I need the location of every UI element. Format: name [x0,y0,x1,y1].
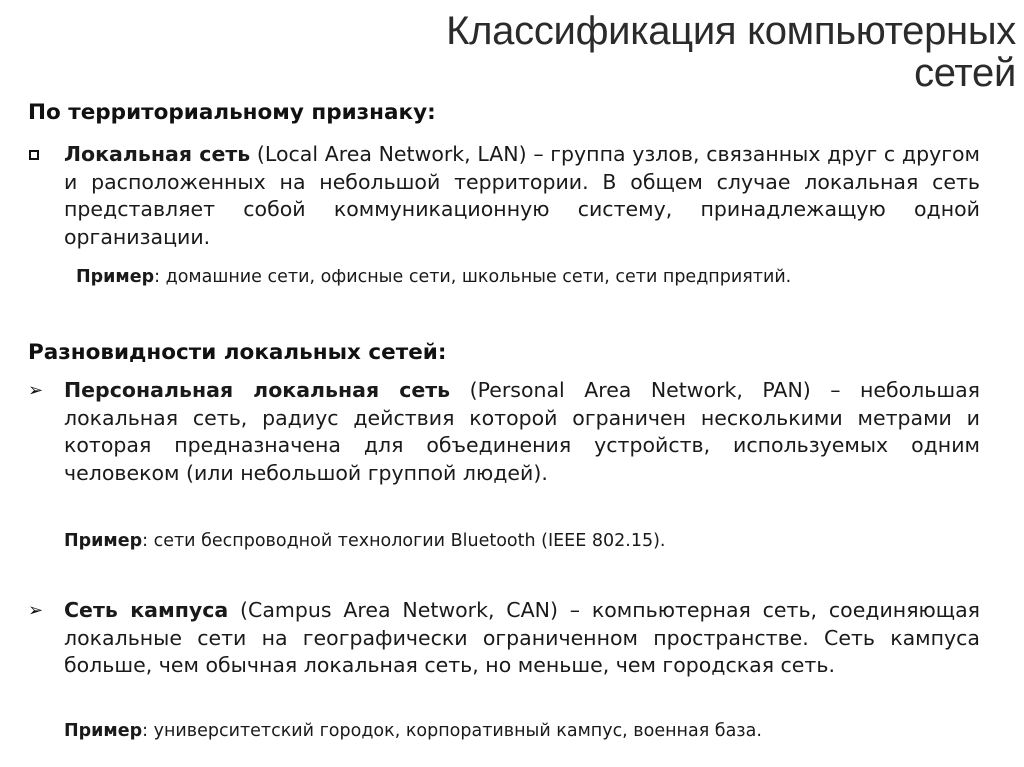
slide-title-line-1: Классификация компьютерных [446,9,1016,53]
bullet-text-pan [64,377,980,487]
slide-title [316,10,1016,94]
bullet-item-can [28,597,980,680]
bullet-text-can [64,597,980,680]
bullet-text-lan [64,141,980,251]
example-can [64,720,762,742]
definition-can: (Campus Area Network, CAN) – компьютерная сеть, соединяющая локальные сети на географически ограниченном пространстве. Сеть кампуса больше, чем обычная локальная сеть, но меньше, чем городская сеть. [64,598,980,677]
slide-title-line-2: сетей [914,51,1016,95]
example-label: Пример [64,531,143,551]
example-text-can: : университетский городок, корпоративный кампус, военная база. [142,721,762,741]
definition-pan: (Personal Area Network, PAN) – небольшая локальная сеть, радиус действия которой ограничен несколькими метрами и которая предназначена для объединения устройств, используемых одним человеком (или небольшой группой людей). [64,378,980,485]
bullet-item-lan [28,141,980,251]
example-text-lan: : домашние сети, офисные сети, школьные сети, сети предприятий. [154,267,792,287]
section-heading-territorial: По территориальному признаку: [28,100,436,125]
arrow-bullet-icon: ➢ [28,380,44,401]
arrow-bullet-icon: ➢ [28,600,44,621]
checkbox-bullet-icon [28,141,54,169]
term-lan: Локальная сеть [64,142,251,166]
term-pan: Персональная локальная сеть [64,378,451,402]
term-can: Сеть кампуса [64,598,229,622]
example-text-pan: : сети беспроводной технологии Bluetooth (IEEE 802.15). [142,531,666,551]
section-heading-lan-types: Разновидности локальных сетей: [28,340,447,365]
example-label: Пример [64,721,143,741]
example-pan [64,530,665,552]
example-lan [76,266,791,288]
bullet-item-pan [28,377,980,487]
example-label: Пример [76,267,155,287]
definition-lan: (Local Area Network, LAN) – группа узлов, связанных друг с другом и расположенных на небольшой территории. В общем случае локальная сеть представляет собой коммуникационную систему, принадлежащую одной организации. [64,142,980,249]
